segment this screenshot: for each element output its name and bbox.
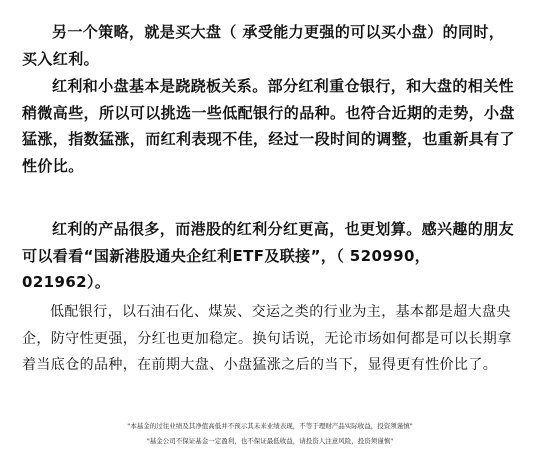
paragraph-low-bank: 低配银行，以石油石化、煤炭、交运之类的行业为主，基本都是超大盘央企，防守性更强，分红也更加稳定。换句话说，无论市场如何都是可以长期拿着当底仓的品种，在前期大盘、小盘猛涨之后的当下，显得更有性价比了。 xyxy=(22,304,512,373)
paragraph-hk-dividend: 红利的产品很多，而港股的红利分红更高，也更划算。感兴趣的朋友可以看看“国新港股通央企红利ETF及联接”，（ 520990，021962）。 xyxy=(22,220,515,291)
paragraph-seesaw: 红利和小盘基本是跷跷板关系。部分红利重仓银行，和大盘的相关性稍微高些，所以可以挑选一些低配银行的品种。也符合近期的走势，小盘猛涨，指数猛涨，而红利表现不佳，经过一段时间的调整，也重新具有了性价比。 xyxy=(22,77,515,175)
paragraph-strategy: 另一个策略，就是买大盘（ 承受能力更强的可以买小盘）的同时，买入红利。 xyxy=(22,23,505,68)
disclaimer-performance: "本基金的过往业绩及其净值高低并不预示其未来业绩表现，不等于理财产品实际收益，投资须谨慎" xyxy=(127,422,413,430)
disclaimer-risk: "基金公司不保证基金一定盈利，也不保证最低收益，请投资人注意风险，投资须谨慎" xyxy=(146,437,394,445)
